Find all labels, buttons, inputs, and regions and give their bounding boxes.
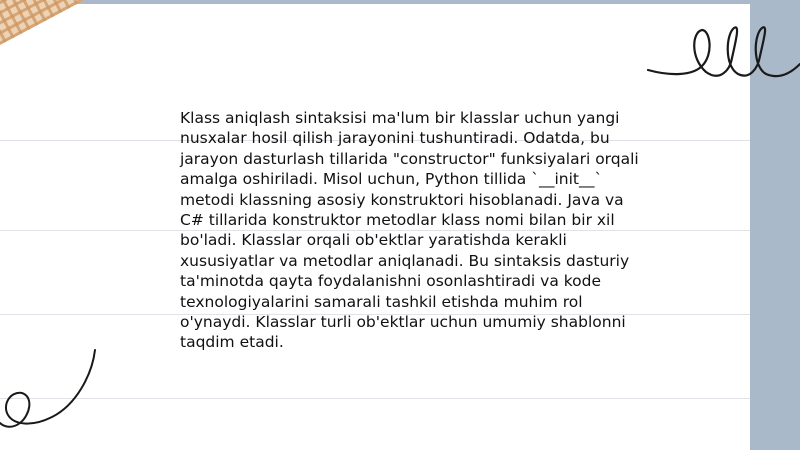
ruled-line xyxy=(0,398,750,399)
notebook-paper xyxy=(0,4,750,450)
loop-squiggle-decoration xyxy=(640,10,800,90)
swirl-squiggle-decoration xyxy=(0,345,110,435)
body-paragraph: Klass aniqlash sintaksisi ma'lum bir klasslar uchun yangi nusxalar hosil qilish jarayonini tushuntiradi. Odatda, bu jarayon dasturlash tillarida "constructor" funksiyalari orqali amalga oshiriladi. Misol uchun, Python tillida `__init__` metodi klassning asosiy konstruktori hisoblanadi. Java va C# tillarida konstruktor metodlar klass nomi bilan bir xil bo'ladi. Klasslar orqali ob'ektlar yaratishda kerakli xususiyatlar va metodlar aniqlanadi. Bu sintaksis dasturiy ta'minotda qayta foydalanishni osonlashtiradi va kode texnologiyalarini samarali tashkil etishda muhim rol o'ynaydi. Klasslar turli ob'ektlar uchun umumiy shablonni taqdim etadi. xyxy=(180,109,639,352)
